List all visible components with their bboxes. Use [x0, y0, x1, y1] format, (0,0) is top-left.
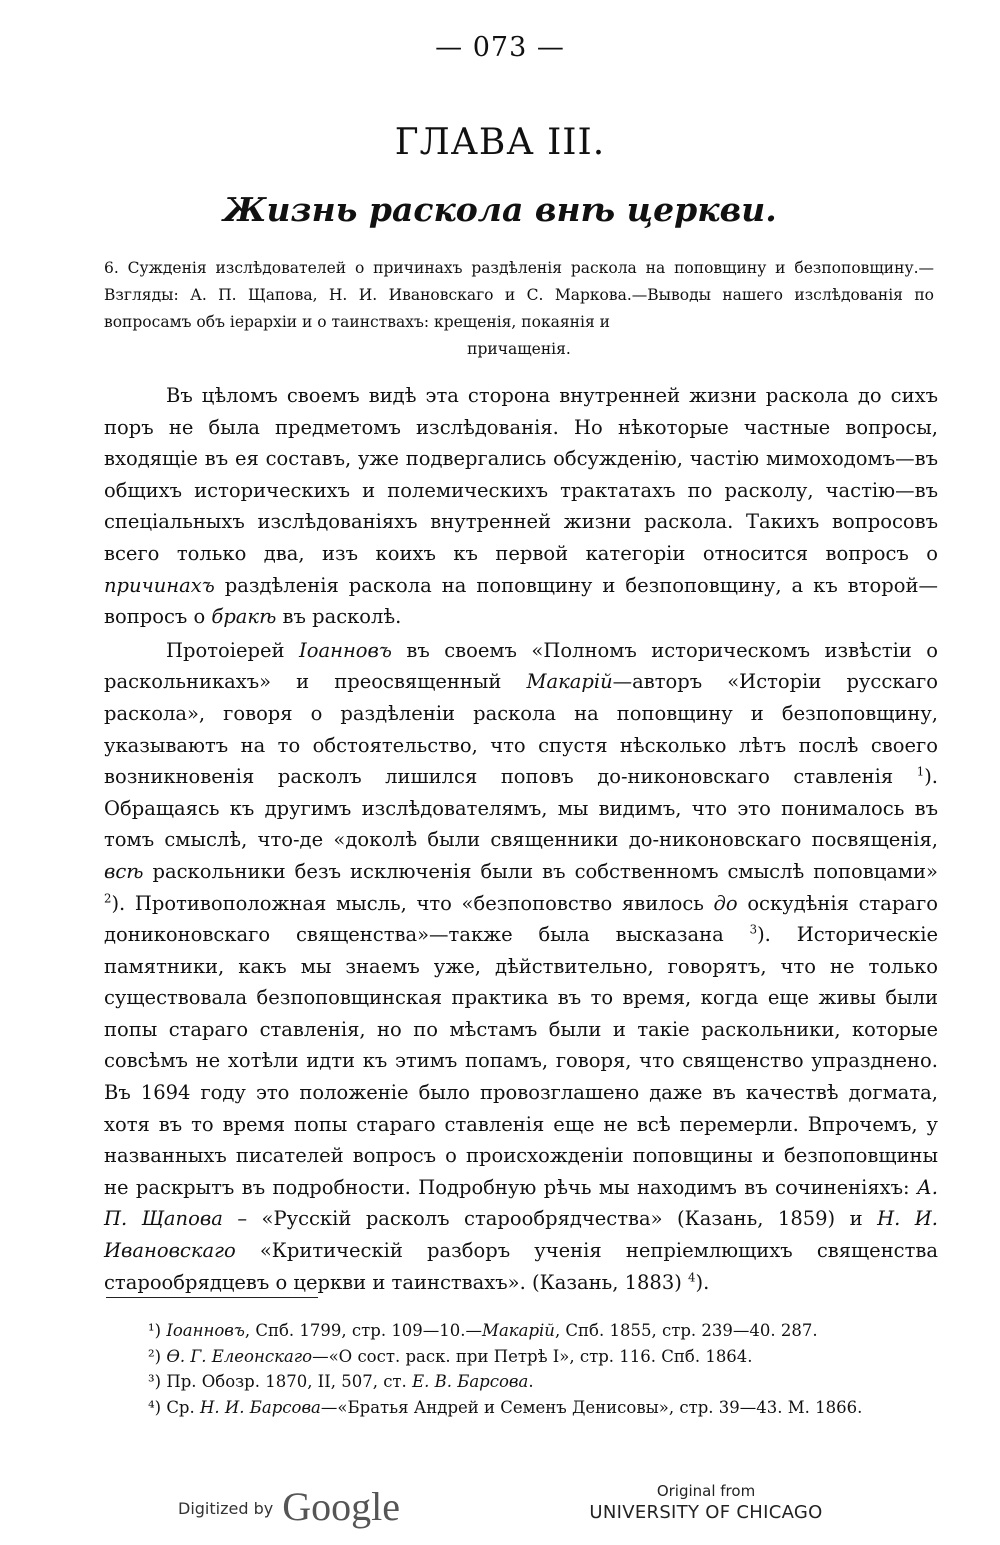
footnote-1	[104, 1318, 940, 1344]
digitized-by-label: Digitized by	[178, 1499, 274, 1518]
original-from-watermark	[586, 1482, 826, 1523]
footnote-ref-2[interactable]: 2	[104, 891, 112, 905]
chapter-summary	[104, 255, 934, 363]
p2-emphasis-vse: всѣ	[104, 859, 144, 883]
p2-text-7: оскудѣнія стараго дониконовскаго священства»—также была высказана	[104, 891, 938, 947]
paragraph-2	[104, 635, 938, 1298]
p2-text-2: въ своемъ «Полномъ историческомъ извѣстіи о раскольникахъ» и преосвященный	[104, 638, 939, 694]
original-from-label: Original from	[656, 1482, 756, 1500]
p1-text-2: раздѣленія раскола на поповщину и безпоповщину, а къ второй—вопросъ о	[104, 573, 939, 629]
footnote-2-mark: ²)	[148, 1346, 162, 1366]
p2-text-6: ). Противоположная мысль, что «безпоповство явилось	[111, 891, 704, 915]
p1-text-3: въ расколѣ.	[282, 605, 402, 629]
summary-text: 6. Сужденія изслѣдователей о причинахъ раздѣленія раскола на поповщину и безпоповщину.—Взгляды: А. П. Щапова, Н. И. Ивановскаго и С. Маркова.—Выводы нашего изслѣдованія по вопросамъ объ іерархіи и о таинствахъ: крещенія, покаянія и	[104, 259, 934, 331]
footnote-3-text-a: Пр. Обозр. 1870, II, 507, ст.	[166, 1372, 407, 1391]
p1-emphasis-2: бракѣ	[211, 605, 277, 629]
footnote-3-author: Е. В. Барсова	[412, 1372, 529, 1391]
p2-text-5: раскольники безъ исключенія были въ собственномъ смыслѣ поповцами»	[152, 859, 938, 883]
footnotes	[104, 1318, 940, 1420]
chapter-title: ГЛАВА III.	[394, 122, 606, 163]
footnote-2-text: —«О сост. раск. при Петрѣ I», стр. 116. Спб. 1864.	[312, 1346, 753, 1366]
p2-text-3: —авторъ «Исторіи русскаго раскола», говоря о раздѣленіи раскола на поповщину и безпоповщину, указываютъ на то обстоятельство, что спустя нѣсколько лѣтъ послѣ своего возникновенія расколъ лишился поповъ до-никоновскаго ставленія	[104, 670, 939, 789]
p1-text-1: Въ цѣломъ своемъ видѣ эта сторона внутренней жизни раскола до сихъ поръ не была предметомъ изслѣдованія. Но нѣкоторые частные вопросы, входящіе въ ея составъ, уже подвергались обсужденію, частію мимоходомъ—въ общихъ историческихъ и полемическихъ трактатахъ по расколу, частію—въ спеціальныхъ изслѣдованіяхъ внутренней жизни раскола. Такихъ вопросовъ всего только два, изъ коихъ къ первой категоріи относится вопросъ о	[104, 384, 938, 565]
footnote-ref-4[interactable]: 4	[688, 1270, 696, 1285]
p2-text-11: ).	[695, 1270, 710, 1294]
p2-emphasis-do: до	[713, 891, 738, 915]
paragraph-1	[104, 380, 938, 633]
footnote-1-author-b: Макарій	[482, 1321, 555, 1340]
p1-emphasis-1: причинахъ	[104, 573, 215, 597]
institution-name: UNIVERSITY OF CHICAGO	[589, 1502, 823, 1523]
chapter-subtitle: Жизнь раскола внѣ церкви.	[223, 190, 777, 229]
footnote-2	[104, 1344, 940, 1370]
p2-name-shchapov: А. П. Щапова	[104, 1175, 938, 1231]
footnote-1-text-a: , Спб. 1799, стр. 109—10.—	[244, 1321, 483, 1340]
footnote-1-mark: ¹)	[148, 1321, 162, 1340]
footnote-3-mark: ³)	[148, 1372, 162, 1391]
footnote-4-text-b: —«Братья Андрей и Семенъ Денисовы», стр. 39—43. М. 1866.	[320, 1397, 863, 1417]
summary-last-line: причащенія.	[467, 340, 571, 358]
footnote-4-author: Н. И. Барсова	[200, 1397, 321, 1417]
footnote-2-author: Ѳ. Г. Елеонскаго	[166, 1346, 313, 1366]
p2-name-ioannov: Іоанновъ	[299, 638, 392, 662]
digitized-by-watermark	[178, 1483, 400, 1530]
p2-name-makariy: Макарій	[526, 670, 613, 694]
footnote-divider	[106, 1297, 318, 1298]
body-text	[104, 380, 938, 1298]
footnote-ref-3[interactable]: 3	[749, 922, 758, 937]
page-number: — 073 —	[435, 32, 565, 63]
footnote-ref-1[interactable]: 1	[916, 764, 925, 779]
p2-text-9: – «Русскій расколъ старообрядчества» (Казань, 1859) и	[237, 1207, 863, 1231]
google-logo: Google	[282, 1484, 401, 1529]
footnote-1-author-a: Іоанновъ	[166, 1321, 245, 1340]
footnote-4-mark: ⁴)	[148, 1397, 162, 1417]
p2-name-ivanovsky: Н. И. Ивановскаго	[104, 1207, 938, 1263]
footnote-1-text-b: , Спб. 1855, стр. 239—40. 287.	[554, 1321, 818, 1340]
footnote-3-text-b: .	[528, 1372, 534, 1391]
footnote-3	[104, 1369, 940, 1395]
p2-text-10: «Критическій разборъ ученія непріемлющихъ священства старообрядцевъ о церкви и таинствахъ». (Казань, 1883)	[104, 1239, 938, 1294]
footnote-4-text-a: Ср.	[166, 1397, 195, 1417]
p2-text-1: Протоіерей	[166, 638, 285, 662]
footnote-4	[104, 1395, 940, 1421]
p2-text-4: ). Обращаясь къ другимъ изслѣдователямъ, мы видимъ, что это понималось въ томъ смыслѣ, что-де «доколѣ были священники до-никоновскаго посвященія,	[104, 765, 938, 852]
p2-text-8: ). Историческіе памятники, какъ мы знаемъ уже, дѣйствительно, говорятъ, что не только существовала безпоповщинская практика въ то время, когда еще живы были попы стараго ставленія, но по мѣстамъ были и такіе раскольники, которые совсѣмъ не хотѣли идти къ этимъ попамъ, говоря, что священство упразднено. Въ 1694 году это положеніе было провозглашено даже въ качествѣ догмата, хотя въ то время попы стараго ставленія еще не всѣ перемерли. Впрочемъ, у названныхъ писателей вопросъ о происхожденіи поповщины и безпоповщины не раскрытъ въ подробности. Подробную рѣчь мы находимъ въ сочиненіяхъ:	[104, 923, 939, 1199]
